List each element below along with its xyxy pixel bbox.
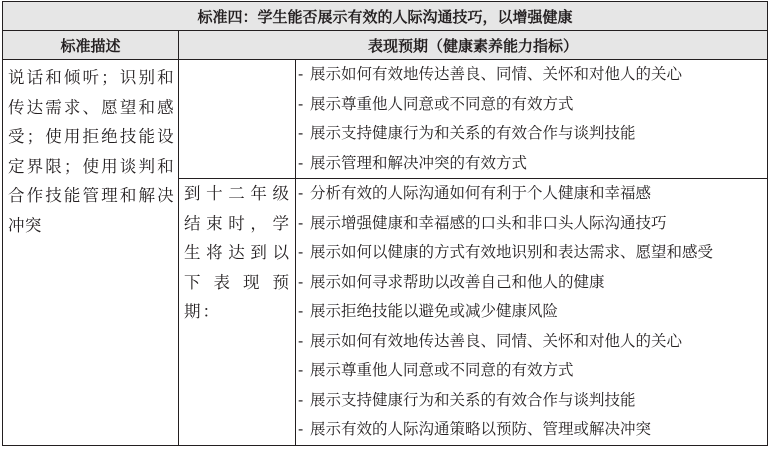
bullet-dash: - xyxy=(298,94,304,113)
expectation-item xyxy=(298,268,763,298)
bullet-dash: - xyxy=(298,361,304,379)
expectation-item xyxy=(298,179,763,209)
bullet-dash: - xyxy=(298,243,304,261)
expectation-item xyxy=(298,238,763,268)
expectation-text: 展示支持健康行为和关系的有效合作与谈判技能 xyxy=(310,124,636,142)
bullet-dash: - xyxy=(298,65,304,83)
expectation-item xyxy=(298,327,763,357)
standard-table xyxy=(2,1,768,446)
bullet-dash: - xyxy=(298,331,304,350)
expectation-text: 展示管理和解决冲突的有效方式 xyxy=(310,153,528,172)
expectations-list-2 xyxy=(298,179,763,445)
bullet-dash: - xyxy=(298,153,304,172)
expectation-item xyxy=(298,297,763,327)
expectation-item xyxy=(298,90,763,120)
expectation-item xyxy=(298,149,763,179)
expectation-text: 展示增强健康和幸福感的口头和非口头人际沟通技巧 xyxy=(310,213,667,232)
grade-level-cell: 到十二年级结束时，学生将达到以下表现预期： xyxy=(179,179,296,446)
header-standard-description: 标准描述 xyxy=(3,31,179,60)
expectation-item xyxy=(298,60,763,90)
bullet-dash: - xyxy=(298,213,304,232)
expectation-item xyxy=(298,209,763,239)
standard-description-cell: 说话和倾听；识别和传达需求、愿望和感受；使用拒绝技能设定界限；使用谈判和合作技能管理和解决冲突 xyxy=(3,60,179,446)
expectation-text: 展示有效的人际沟通策略以预防、管理或解决冲突 xyxy=(310,420,652,438)
expectation-text: 展示拒绝技能以避免或减少健康风险 xyxy=(310,302,559,320)
header-performance-expectations: 表现预期（健康素养能力指标） xyxy=(179,31,768,60)
bullet-dash: - xyxy=(298,390,304,409)
expectations-group-1 xyxy=(296,60,768,179)
expectation-item xyxy=(298,415,763,445)
expectation-item xyxy=(298,356,763,386)
bullet-dash: - xyxy=(298,420,304,438)
empty-grade-cell xyxy=(179,60,296,179)
expectations-group-2 xyxy=(296,179,768,446)
expectation-item xyxy=(298,386,763,416)
bullet-dash: - xyxy=(298,272,304,291)
expectation-item xyxy=(298,119,763,149)
expectation-text: 展示支持健康行为和关系的有效合作与谈判技能 xyxy=(310,390,636,409)
table-title: 标准四：学生能否展示有效的人际沟通技巧，以增强健康 xyxy=(3,2,768,31)
expectations-list-1 xyxy=(298,60,763,178)
bullet-dash: - xyxy=(298,124,304,142)
expectation-text: 展示如何以健康的方式有效地识别和表达需求、愿望和感受 xyxy=(310,243,714,261)
expectation-text: 展示尊重他人同意或不同意的有效方式 xyxy=(310,361,574,379)
expectation-text: 展示如何寻求帮助以改善自己和他人的健康 xyxy=(310,272,605,291)
expectation-text: 分析有效的人际沟通如何有利于个人健康和幸福感 xyxy=(310,184,652,202)
expectation-text: 展示如何有效地传达善良、同情、关怀和对他人的关心 xyxy=(310,331,683,350)
expectation-text: 展示尊重他人同意或不同意的有效方式 xyxy=(310,94,574,113)
expectation-text: 展示如何有效地传达善良、同情、关怀和对他人的关心 xyxy=(310,65,683,83)
bullet-dash: - xyxy=(298,302,304,320)
bullet-dash: - xyxy=(298,184,304,202)
